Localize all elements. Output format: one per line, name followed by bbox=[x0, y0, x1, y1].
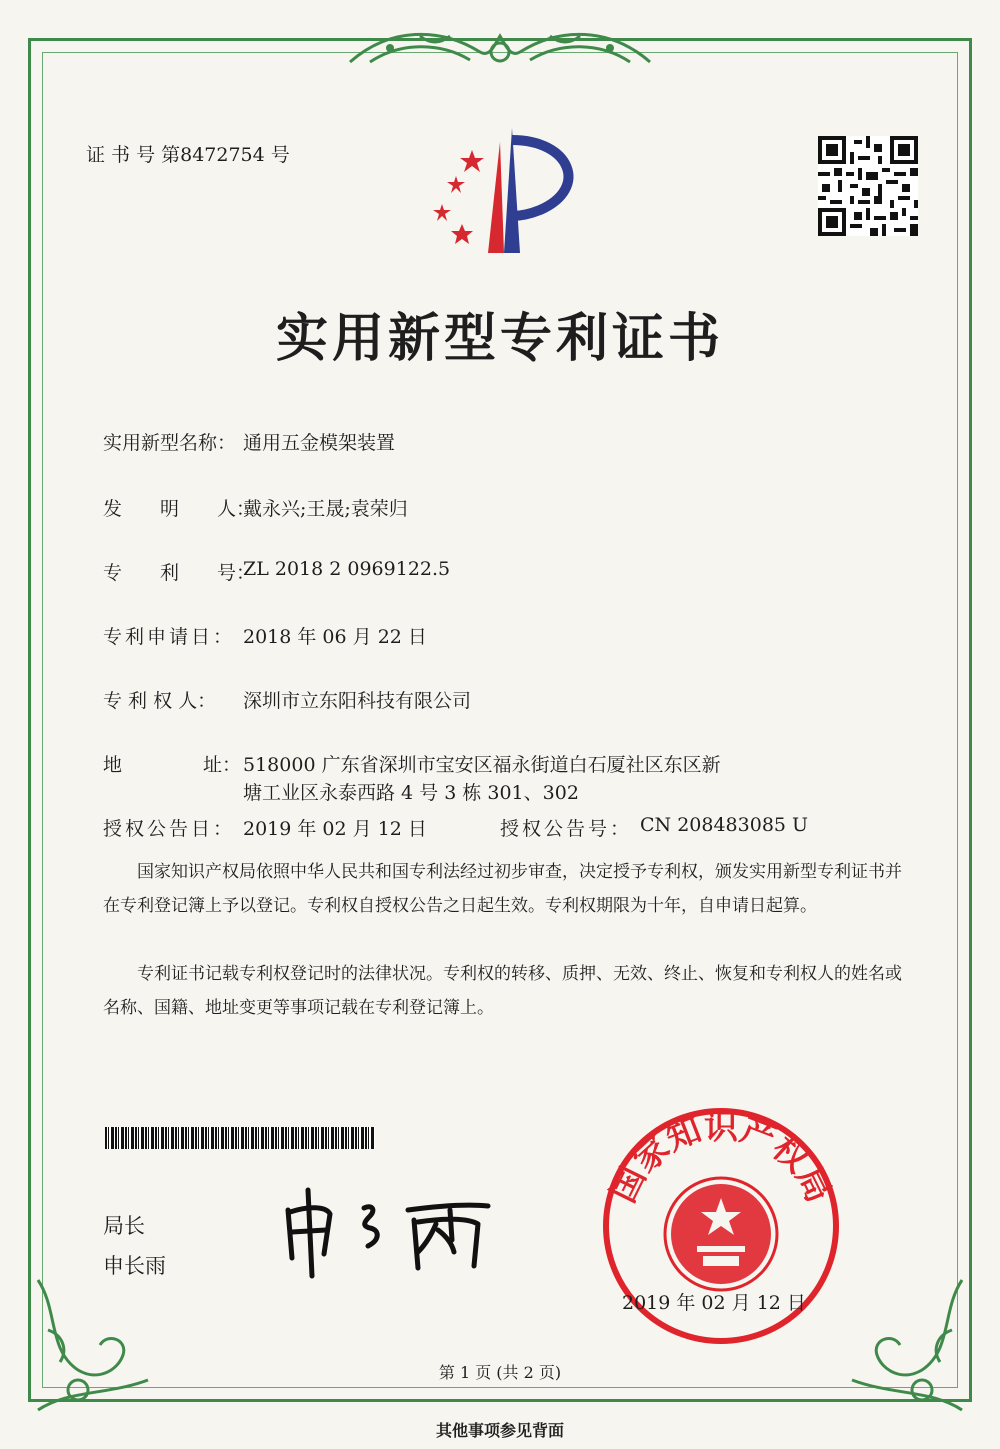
grant-number-label: 授权公告号： bbox=[500, 818, 633, 840]
seal-text: 国家知识产权局 bbox=[603, 1107, 839, 1209]
address-line-2: 塘工业区永泰西路 4 号 3 栋 301、302 bbox=[243, 782, 579, 804]
signatory-name: 申长雨 bbox=[103, 1254, 166, 1278]
patent-number-label: 专 利 号： bbox=[103, 562, 256, 584]
seal-date: 2019 年 02 月 12 日 bbox=[622, 1292, 806, 1314]
address-label-left: 地 bbox=[103, 754, 123, 776]
certificate-title: 实用新型专利证书 bbox=[275, 308, 724, 369]
cnipa-logo bbox=[420, 118, 585, 258]
utility-model-name-label: 实用新型名称： bbox=[103, 432, 237, 454]
qr-code bbox=[818, 136, 918, 236]
filing-date-value: 2018 年 06 月 22 日 bbox=[243, 626, 427, 648]
grant-date-label: 授权公告日： bbox=[103, 818, 236, 840]
bottom-left-ornament bbox=[28, 1270, 158, 1420]
inventor-value: 戴永兴;王晟;袁荣归 bbox=[243, 498, 408, 520]
grant-date-value: 2019 年 02 月 12 日 bbox=[243, 818, 427, 840]
certificate-number: 证 书 号 第8472754 号 bbox=[86, 144, 290, 166]
certificate-paragraph-2: 专利证书记载专利权登记时的法律状况。专利权的转移、质押、无效、终止、恢复和专利权人的姓名或名称、国籍、地址变更等事项记载在专利登记簿上。 bbox=[103, 964, 902, 1018]
barcode bbox=[105, 1127, 375, 1149]
bottom-right-ornament bbox=[842, 1270, 972, 1420]
page-indicator: 第 1 页 (共 2 页) bbox=[438, 1363, 562, 1382]
signatory-title: 局长 bbox=[103, 1214, 145, 1238]
utility-model-name-value: 通用五金模架装置 bbox=[243, 432, 396, 454]
patentee-value: 深圳市立东阳科技有限公司 bbox=[243, 690, 472, 712]
address-label-right: 址： bbox=[203, 754, 242, 776]
grant-number-value: CN 208483085 U bbox=[640, 814, 809, 836]
handwritten-signature bbox=[278, 1180, 508, 1280]
footer-note: 其他事项参见背面 bbox=[435, 1421, 564, 1440]
inventor-label: 发 明 人： bbox=[103, 498, 256, 520]
certificate-paragraph-1: 国家知识产权局依照中华人民共和国专利法经过初步审查，决定授予专利权，颁发实用新型专利证书并在专利登记簿上予以登记。专利权自授权公告之日起生效。专利权期限为十年，自申请日起算。 bbox=[103, 862, 902, 916]
address-line-1: 518000 广东省深圳市宝安区福永街道白石厦社区东区新 bbox=[243, 754, 721, 776]
patentee-label: 专 利 权 人： bbox=[103, 690, 217, 712]
filing-date-label: 专利申请日： bbox=[103, 626, 236, 648]
patent-number-value: ZL 2018 2 0969122.5 bbox=[243, 558, 451, 580]
top-ornament bbox=[330, 22, 670, 82]
